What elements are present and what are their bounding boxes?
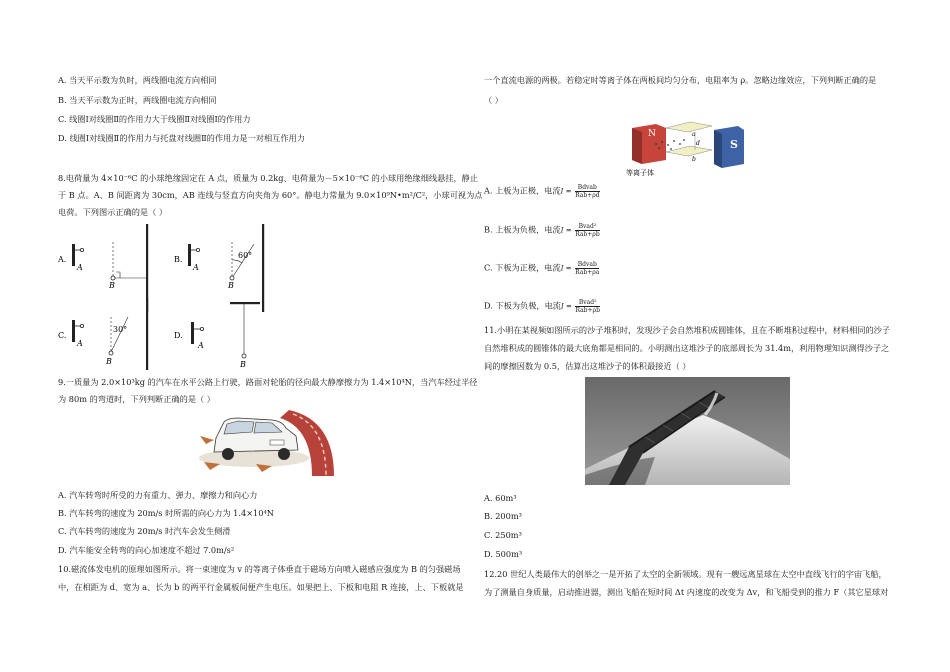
q10-cont-line-1: 一个直流电源的两极。若稳定时等离子体在两板间均匀分布，电阻率为 ρ。忽略边缘效应，下列判断正确的是 <box>484 75 877 85</box>
q11-line-1: 11.小明在某视频如图所示的沙子堆积时，发现沙子会自然堆积成圆锥体，且在不断堆积过程中，材料相同的沙子 <box>484 325 891 335</box>
q11-option-d: D. 500m³ <box>484 549 523 559</box>
car-turning-image <box>194 410 334 476</box>
q8-line-2: 于 B 点。A、B 间距离为 30cm，AB 连线与竖直方向夹角为 60°。静电力常量为 9.0×10⁹N•m²/C²，小球可视为点 <box>58 190 483 200</box>
sand-pile-photo <box>585 377 790 485</box>
q9-line-1: 9.一质量为 2.0×10³kg 的汽车在水平公路上行驶，路面对轮胎的径向最大静摩擦力为 1.4×10⁴N，当汽车经过半径 <box>58 377 478 387</box>
q12-line-1: 12.20 世纪人类最伟大的创举之一是开拓了太空的全新领域。现有一艘远离星球在太空中直线飞行的宇宙飞船， <box>484 569 887 579</box>
q9-option-a: A. 汽车转弯时所受的力有重力、弹力、摩擦力和向心力 <box>58 490 258 500</box>
q12-line-2: 为了测量自身质量，启动推进器，测出飞船在短时间 Δt 内速度的改变为 Δv，和飞船受到的推力 F（其它星球对 <box>484 587 889 597</box>
q10-option-b: B. 上板为负极，电流I = $\frac{\text{Bvad²}}{\text{Rab+ρb}}$ <box>484 223 600 238</box>
fig-b-label: B. <box>174 255 183 264</box>
svg-text:A: A <box>193 263 199 272</box>
mhd-generator-figure <box>626 118 746 176</box>
fig-a-label: A. <box>58 255 67 264</box>
q9-option-d: D. 汽车能安全转弯的向心加速度不超过 7.0m/s² <box>58 545 235 555</box>
fig-c-label: C. <box>58 331 67 340</box>
q8-figures <box>58 222 288 370</box>
q10-cont-line-2: （ ） <box>484 95 503 105</box>
q10-option-d: D. 下板为负极，电流I = $\frac{\text{Bvad²}}{\text{Rab+ρb}}$ <box>484 299 600 314</box>
svg-text:b: b <box>692 156 696 163</box>
svg-text:A: A <box>77 263 83 272</box>
svg-text:d: d <box>696 140 700 147</box>
q8-line-1: 8.电荷量为 4×10⁻⁶C 的小球绝缘固定在 A 点，质量为 0.2kg、电荷量为－5×10⁻⁶C 的小球用绝缘细线悬挂，静止 <box>58 173 479 183</box>
svg-text:30°: 30° <box>113 325 128 334</box>
q8-line-3: 电荷。下列图示正确的是（ ） <box>58 207 168 217</box>
q7-option-c: C. 线圈Ⅰ对线圈Ⅱ的作用力大于线圈Ⅱ对线圈Ⅰ的作用力 <box>58 114 251 124</box>
svg-text:B: B <box>228 281 234 290</box>
q11-line-3: 间的摩擦因数为 0.5，估算出这堆沙子的体积最接近（ ） <box>484 361 691 371</box>
fig-d-label: D. <box>174 331 183 340</box>
svg-text:60°: 60° <box>238 251 253 260</box>
svg-text:B: B <box>109 281 115 290</box>
svg-text:A: A <box>198 341 204 350</box>
svg-text:B: B <box>240 360 246 369</box>
svg-text:N: N <box>648 129 656 139</box>
q7-option-b: B. 当天平示数为正时，两线圈电流方向相同 <box>58 95 217 105</box>
svg-text:a: a <box>692 131 696 138</box>
q9-option-c: C. 汽车转弯的速度为 20m/s 时汽车会发生侧滑 <box>58 526 231 536</box>
q10-line-2: 中，在相距为 d、宽为 a、长为 b 的两平行金属板间便产生电压。如果把上、下板和电阻 R 连接，上、下板就是 <box>58 582 464 592</box>
q11-option-b: B. 200m³ <box>484 511 522 521</box>
q9-option-b: B. 汽车转弯的速度为 20m/s 时所需的向心力为 1.4×10⁴N <box>58 508 274 518</box>
svg-text:B: B <box>106 357 112 366</box>
q7-option-d: D. 线圈Ⅰ对线圈Ⅱ的作用力与托盘对线圈Ⅱ的作用力是一对相互作用力 <box>58 133 305 143</box>
q7-option-a: A. 当天平示数为负时，两线圈电流方向相同 <box>58 75 217 85</box>
q10-option-c: C. 下板为正极，电流I = $\frac{\text{Bdvab}}{\text{Rab+ρa}}$ <box>484 261 600 276</box>
q11-line-2: 自然堆积成的圆锥体的最大底角都是相同的。小明测出这堆沙子的底部周长为 31.4m，利用物理知识测得沙子之 <box>484 343 890 353</box>
q11-option-c: C. 250m³ <box>484 530 522 540</box>
svg-text:S: S <box>730 138 738 151</box>
q10-option-a: A. 上板为正极，电流I = $\frac{\text{Bdvab}}{\text{Rab+ρd}}$ <box>484 184 600 199</box>
q10-line-1: 10.磁流体发电机的原理如图所示。将一束速度为 v 的等离子体垂直于磁场方向喷入磁感应强度为 B 的匀强磁场 <box>58 564 461 574</box>
q11-option-a: A. 60m³ <box>484 493 517 503</box>
svg-text:等离子体: 等离子体 <box>626 169 654 176</box>
q9-line-2: 为 80m 的弯道时，下列判断正确的是（ ） <box>58 394 215 404</box>
svg-text:A: A <box>77 339 83 348</box>
